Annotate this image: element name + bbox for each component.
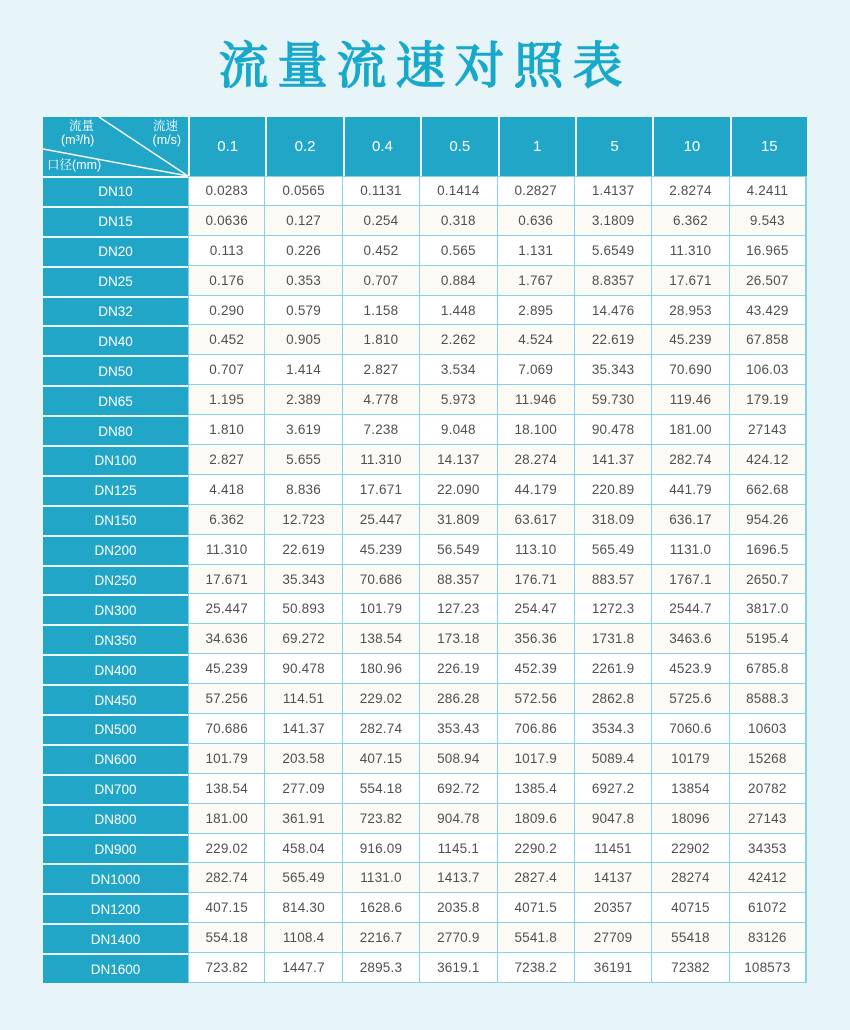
- flow-value-cell: 286.28: [420, 684, 497, 714]
- flow-value-cell: 0.884: [420, 266, 497, 296]
- flow-value-cell: 220.89: [575, 475, 652, 505]
- flow-value-cell: 6785.8: [730, 654, 807, 684]
- flow-value-cell: 34353: [730, 834, 807, 864]
- flow-value-cell: 9.543: [730, 206, 807, 236]
- flow-value-cell: 2770.9: [420, 923, 497, 953]
- page-title: 流量流速对照表: [218, 38, 632, 94]
- flow-value-cell: 0.1414: [420, 176, 497, 206]
- flow-value-cell: 3.619: [265, 415, 342, 445]
- flow-value-cell: 3.1809: [575, 206, 652, 236]
- table-row: [43, 594, 807, 624]
- flow-value-cell: 1145.1: [420, 834, 497, 864]
- flow-value-cell: 916.09: [343, 834, 420, 864]
- diameter-row-header: DN400: [43, 654, 188, 684]
- flow-value-cell: 3.534: [420, 355, 497, 385]
- table-row: [43, 355, 807, 385]
- flow-value-cell: 7060.6: [652, 714, 729, 744]
- velocity-header-cell: 5: [575, 117, 652, 176]
- flow-velocity-table: [43, 117, 807, 983]
- flow-value-cell: 0.0283: [188, 176, 265, 206]
- flow-value-cell: 282.74: [188, 863, 265, 893]
- corner-diameter-label: 口径(mm): [47, 158, 102, 173]
- flow-value-cell: 70.686: [343, 565, 420, 595]
- flow-value-cell: 883.57: [575, 565, 652, 595]
- flow-value-cell: 0.2827: [498, 176, 575, 206]
- flow-value-cell: 2.827: [188, 445, 265, 475]
- flow-value-cell: 0.1131: [343, 176, 420, 206]
- flow-value-cell: 34.636: [188, 624, 265, 654]
- flow-value-cell: 0.707: [188, 355, 265, 385]
- table-row: [43, 834, 807, 864]
- corner-velocity-unit: (m/s): [152, 133, 181, 147]
- flow-value-cell: 17.671: [343, 475, 420, 505]
- flow-value-cell: 2261.9: [575, 654, 652, 684]
- flow-value-cell: 5.655: [265, 445, 342, 475]
- flow-value-cell: 277.09: [265, 774, 342, 804]
- flow-value-cell: 25.447: [188, 594, 265, 624]
- flow-value-cell: 1.767: [498, 266, 575, 296]
- table-corner-cell: [43, 117, 188, 176]
- flow-value-cell: 1.810: [343, 325, 420, 355]
- corner-flow-unit: (m³/h): [61, 133, 95, 147]
- flow-value-cell: 1.414: [265, 355, 342, 385]
- flow-value-cell: 3817.0: [730, 594, 807, 624]
- flow-value-cell: 5195.4: [730, 624, 807, 654]
- flow-value-cell: 70.686: [188, 714, 265, 744]
- flow-value-cell: 179.19: [730, 385, 807, 415]
- flow-value-cell: 0.636: [498, 206, 575, 236]
- flow-value-cell: 57.256: [188, 684, 265, 714]
- table-row: [43, 654, 807, 684]
- flow-value-cell: 8.836: [265, 475, 342, 505]
- flow-value-cell: 1.4137: [575, 176, 652, 206]
- flow-value-cell: 1.448: [420, 296, 497, 326]
- diameter-row-header: DN200: [43, 535, 188, 565]
- flow-value-cell: 14.476: [575, 296, 652, 326]
- flow-value-cell: 662.68: [730, 475, 807, 505]
- flow-value-cell: 0.290: [188, 296, 265, 326]
- table-row: [43, 893, 807, 923]
- flow-value-cell: 2216.7: [343, 923, 420, 953]
- flow-value-cell: 692.72: [420, 774, 497, 804]
- flow-value-cell: 0.707: [343, 266, 420, 296]
- diameter-row-header: DN10: [43, 176, 188, 206]
- table-row: [43, 266, 807, 296]
- flow-value-cell: 4071.5: [498, 893, 575, 923]
- corner-flow-label: 流量: [69, 119, 95, 133]
- flow-value-cell: 31.809: [420, 505, 497, 535]
- flow-value-cell: 4.2411: [730, 176, 807, 206]
- flow-value-cell: 70.690: [652, 355, 729, 385]
- flow-value-cell: 18096: [652, 804, 729, 834]
- velocity-header-cell: 1: [498, 117, 575, 176]
- flow-value-cell: 1731.8: [575, 624, 652, 654]
- flow-value-cell: 554.18: [343, 774, 420, 804]
- diameter-row-header: DN1000: [43, 863, 188, 893]
- flow-value-cell: 11.946: [498, 385, 575, 415]
- flow-value-cell: 572.56: [498, 684, 575, 714]
- flow-value-cell: 0.0565: [265, 176, 342, 206]
- flow-value-cell: 88.357: [420, 565, 497, 595]
- flow-value-cell: 173.18: [420, 624, 497, 654]
- flow-value-cell: 2650.7: [730, 565, 807, 595]
- table-row: [43, 206, 807, 236]
- flow-value-cell: 1628.6: [343, 893, 420, 923]
- flow-value-cell: 12.723: [265, 505, 342, 535]
- flow-value-cell: 9047.8: [575, 804, 652, 834]
- flow-value-cell: 4.524: [498, 325, 575, 355]
- flow-value-cell: 138.54: [343, 624, 420, 654]
- table-row: [43, 475, 807, 505]
- velocity-header-cell: 0.4: [343, 117, 420, 176]
- flow-value-cell: 723.82: [188, 953, 265, 983]
- flow-value-cell: 40715: [652, 893, 729, 923]
- flow-value-cell: 113.10: [498, 535, 575, 565]
- flow-value-cell: 2035.8: [420, 893, 497, 923]
- flow-value-cell: 10179: [652, 744, 729, 774]
- table-row: [43, 774, 807, 804]
- flow-value-cell: 10603: [730, 714, 807, 744]
- flow-value-cell: 254.47: [498, 594, 575, 624]
- flow-value-cell: 119.46: [652, 385, 729, 415]
- flow-value-cell: 7.069: [498, 355, 575, 385]
- flow-value-cell: 2544.7: [652, 594, 729, 624]
- flow-value-cell: 28.953: [652, 296, 729, 326]
- velocity-header-cell: 15: [730, 117, 807, 176]
- flow-value-cell: 22.619: [265, 535, 342, 565]
- flow-value-cell: 42412: [730, 863, 807, 893]
- diameter-row-header: DN1200: [43, 893, 188, 923]
- flow-value-cell: 6.362: [188, 505, 265, 535]
- diameter-row-header: DN125: [43, 475, 188, 505]
- flow-value-cell: 11451: [575, 834, 652, 864]
- flow-value-cell: 904.78: [420, 804, 497, 834]
- flow-value-cell: 424.12: [730, 445, 807, 475]
- flow-value-cell: 356.36: [498, 624, 575, 654]
- flow-value-cell: 706.86: [498, 714, 575, 744]
- flow-value-cell: 11.310: [652, 236, 729, 266]
- flow-value-cell: 45.239: [343, 535, 420, 565]
- flow-value-cell: 353.43: [420, 714, 497, 744]
- velocity-header-cell: 0.2: [265, 117, 342, 176]
- flow-value-cell: 4.418: [188, 475, 265, 505]
- flow-value-cell: 5.973: [420, 385, 497, 415]
- flow-value-cell: 954.26: [730, 505, 807, 535]
- flow-value-cell: 7.238: [343, 415, 420, 445]
- flow-value-cell: 1108.4: [265, 923, 342, 953]
- table-row: [43, 863, 807, 893]
- flow-value-cell: 14.137: [420, 445, 497, 475]
- flow-value-cell: 27143: [730, 804, 807, 834]
- flow-value-cell: 2862.8: [575, 684, 652, 714]
- table-row: [43, 923, 807, 953]
- flow-value-cell: 2.895: [498, 296, 575, 326]
- flow-value-cell: 1.810: [188, 415, 265, 445]
- flow-value-cell: 565.49: [575, 535, 652, 565]
- velocity-header-cell: 0.1: [188, 117, 265, 176]
- flow-value-cell: 44.179: [498, 475, 575, 505]
- flow-value-cell: 1.131: [498, 236, 575, 266]
- flow-value-cell: 56.549: [420, 535, 497, 565]
- flow-value-cell: 282.74: [652, 445, 729, 475]
- table-row: [43, 684, 807, 714]
- table-row: [43, 953, 807, 983]
- flow-value-cell: 16.965: [730, 236, 807, 266]
- flow-value-cell: 508.94: [420, 744, 497, 774]
- flow-value-cell: 407.15: [188, 893, 265, 923]
- flow-value-cell: 0.905: [265, 325, 342, 355]
- flow-value-cell: 72382: [652, 953, 729, 983]
- table-row: [43, 236, 807, 266]
- flow-value-cell: 90.478: [575, 415, 652, 445]
- table-row: [43, 415, 807, 445]
- flow-value-cell: 229.02: [343, 684, 420, 714]
- diameter-row-header: DN500: [43, 714, 188, 744]
- flow-value-cell: 141.37: [265, 714, 342, 744]
- flow-value-cell: 723.82: [343, 804, 420, 834]
- flow-value-cell: 45.239: [652, 325, 729, 355]
- flow-value-cell: 1696.5: [730, 535, 807, 565]
- flow-value-cell: 5541.8: [498, 923, 575, 953]
- flow-value-cell: 3619.1: [420, 953, 497, 983]
- flow-value-cell: 4523.9: [652, 654, 729, 684]
- flow-value-cell: 407.15: [343, 744, 420, 774]
- flow-value-cell: 318.09: [575, 505, 652, 535]
- flow-value-cell: 180.96: [343, 654, 420, 684]
- flow-value-cell: 27709: [575, 923, 652, 953]
- flow-value-cell: 5725.6: [652, 684, 729, 714]
- flow-value-cell: 203.58: [265, 744, 342, 774]
- flow-value-cell: 229.02: [188, 834, 265, 864]
- flow-value-cell: 8588.3: [730, 684, 807, 714]
- flow-value-cell: 11.310: [343, 445, 420, 475]
- flow-value-cell: 1131.0: [652, 535, 729, 565]
- flow-value-cell: 2.389: [265, 385, 342, 415]
- flow-value-cell: 2.8274: [652, 176, 729, 206]
- flow-value-cell: 83126: [730, 923, 807, 953]
- diameter-row-header: DN300: [43, 594, 188, 624]
- flow-value-cell: 1447.7: [265, 953, 342, 983]
- flow-value-cell: 2290.2: [498, 834, 575, 864]
- flow-value-cell: 0.452: [343, 236, 420, 266]
- diameter-row-header: DN600: [43, 744, 188, 774]
- flow-value-cell: 108573: [730, 953, 807, 983]
- flow-value-cell: 3463.6: [652, 624, 729, 654]
- flow-value-cell: 0.113: [188, 236, 265, 266]
- flow-value-cell: 1.195: [188, 385, 265, 415]
- table-row: [43, 296, 807, 326]
- diameter-row-header: DN800: [43, 804, 188, 834]
- flow-value-cell: 26.507: [730, 266, 807, 296]
- corner-velocity-label: 流速: [152, 119, 178, 133]
- flow-value-cell: 2.262: [420, 325, 497, 355]
- table-row: [43, 565, 807, 595]
- flow-value-cell: 0.127: [265, 206, 342, 236]
- flow-value-cell: 181.00: [188, 804, 265, 834]
- flow-value-cell: 90.478: [265, 654, 342, 684]
- flow-value-cell: 554.18: [188, 923, 265, 953]
- table-header-row: [43, 117, 807, 176]
- flow-value-cell: 441.79: [652, 475, 729, 505]
- flow-value-cell: 22902: [652, 834, 729, 864]
- flow-value-cell: 35.343: [575, 355, 652, 385]
- flow-value-cell: 636.17: [652, 505, 729, 535]
- flow-value-cell: 106.03: [730, 355, 807, 385]
- diameter-row-header: DN32: [43, 296, 188, 326]
- velocity-header-cell: 0.5: [420, 117, 497, 176]
- flow-value-cell: 565.49: [265, 863, 342, 893]
- flow-value-cell: 20357: [575, 893, 652, 923]
- flow-value-cell: 5089.4: [575, 744, 652, 774]
- flow-value-cell: 5.6549: [575, 236, 652, 266]
- diameter-row-header: DN1400: [43, 923, 188, 953]
- flow-value-cell: 2827.4: [498, 863, 575, 893]
- flow-value-cell: 2895.3: [343, 953, 420, 983]
- flow-value-cell: 28274: [652, 863, 729, 893]
- diameter-row-header: DN80: [43, 415, 188, 445]
- table-row: [43, 624, 807, 654]
- flow-value-cell: 9.048: [420, 415, 497, 445]
- flow-value-cell: 45.239: [188, 654, 265, 684]
- flow-value-cell: 181.00: [652, 415, 729, 445]
- flow-value-cell: 4.778: [343, 385, 420, 415]
- flow-value-cell: 36191: [575, 953, 652, 983]
- flow-value-cell: 17.671: [652, 266, 729, 296]
- flow-value-cell: 50.893: [265, 594, 342, 624]
- flow-value-cell: 20782: [730, 774, 807, 804]
- flow-value-cell: 15268: [730, 744, 807, 774]
- flow-value-cell: 141.37: [575, 445, 652, 475]
- diameter-row-header: DN20: [43, 236, 188, 266]
- flow-value-cell: 69.272: [265, 624, 342, 654]
- diameter-row-header: DN900: [43, 834, 188, 864]
- flow-value-cell: 25.447: [343, 505, 420, 535]
- flow-value-cell: 13854: [652, 774, 729, 804]
- flow-value-cell: 35.343: [265, 565, 342, 595]
- flow-value-cell: 1272.3: [575, 594, 652, 624]
- velocity-header-cell: 10: [652, 117, 729, 176]
- diameter-row-header: DN50: [43, 355, 188, 385]
- flow-value-cell: 7238.2: [498, 953, 575, 983]
- table-body: [43, 176, 807, 983]
- flow-value-cell: 1809.6: [498, 804, 575, 834]
- diameter-row-header: DN25: [43, 266, 188, 296]
- table-row: [43, 176, 807, 206]
- flow-value-cell: 2.827: [343, 355, 420, 385]
- table-row: [43, 714, 807, 744]
- table-row: [43, 445, 807, 475]
- flow-value-cell: 6.362: [652, 206, 729, 236]
- flow-value-cell: 1017.9: [498, 744, 575, 774]
- flow-value-cell: 1413.7: [420, 863, 497, 893]
- flow-value-cell: 176.71: [498, 565, 575, 595]
- flow-value-cell: 59.730: [575, 385, 652, 415]
- flow-value-cell: 458.04: [265, 834, 342, 864]
- table-row: [43, 325, 807, 355]
- flow-value-cell: 0.579: [265, 296, 342, 326]
- flow-value-cell: 22.619: [575, 325, 652, 355]
- flow-value-cell: 226.19: [420, 654, 497, 684]
- diameter-row-header: DN450: [43, 684, 188, 714]
- flow-value-cell: 0.565: [420, 236, 497, 266]
- diameter-row-header: DN700: [43, 774, 188, 804]
- flow-value-cell: 67.858: [730, 325, 807, 355]
- flow-value-cell: 63.617: [498, 505, 575, 535]
- flow-value-cell: 28.274: [498, 445, 575, 475]
- flow-value-cell: 11.310: [188, 535, 265, 565]
- table-row: [43, 804, 807, 834]
- flow-value-cell: 0.0636: [188, 206, 265, 236]
- flow-value-cell: 8.8357: [575, 266, 652, 296]
- flow-value-cell: 43.429: [730, 296, 807, 326]
- table-row: [43, 744, 807, 774]
- flow-value-cell: 6927.2: [575, 774, 652, 804]
- flow-value-cell: 1385.4: [498, 774, 575, 804]
- flow-value-cell: 17.671: [188, 565, 265, 595]
- flow-value-cell: 814.30: [265, 893, 342, 923]
- flow-value-cell: 0.353: [265, 266, 342, 296]
- table-row: [43, 505, 807, 535]
- flow-value-cell: 114.51: [265, 684, 342, 714]
- flow-value-cell: 22.090: [420, 475, 497, 505]
- diameter-row-header: DN65: [43, 385, 188, 415]
- flow-value-cell: 0.254: [343, 206, 420, 236]
- flow-value-cell: 18.100: [498, 415, 575, 445]
- diameter-row-header: DN40: [43, 325, 188, 355]
- flow-value-cell: 101.79: [188, 744, 265, 774]
- flow-value-cell: 101.79: [343, 594, 420, 624]
- diameter-row-header: DN350: [43, 624, 188, 654]
- diameter-row-header: DN15: [43, 206, 188, 236]
- table-row: [43, 535, 807, 565]
- flow-value-cell: 282.74: [343, 714, 420, 744]
- diameter-row-header: DN1600: [43, 953, 188, 983]
- flow-value-cell: 1131.0: [343, 863, 420, 893]
- flow-value-cell: 1767.1: [652, 565, 729, 595]
- table-row: [43, 385, 807, 415]
- flow-value-cell: 138.54: [188, 774, 265, 804]
- diameter-row-header: DN100: [43, 445, 188, 475]
- diameter-row-header: DN150: [43, 505, 188, 535]
- flow-value-cell: 127.23: [420, 594, 497, 624]
- flow-value-cell: 14137: [575, 863, 652, 893]
- flow-value-cell: 452.39: [498, 654, 575, 684]
- flow-value-cell: 27143: [730, 415, 807, 445]
- flow-value-cell: 0.452: [188, 325, 265, 355]
- diameter-row-header: DN250: [43, 565, 188, 595]
- flow-value-cell: 1.158: [343, 296, 420, 326]
- flow-value-cell: 0.318: [420, 206, 497, 236]
- flow-value-cell: 0.176: [188, 266, 265, 296]
- flow-value-cell: 61072: [730, 893, 807, 923]
- flow-value-cell: 55418: [652, 923, 729, 953]
- flow-value-cell: 361.91: [265, 804, 342, 834]
- flow-value-cell: 0.226: [265, 236, 342, 266]
- flow-value-cell: 3534.3: [575, 714, 652, 744]
